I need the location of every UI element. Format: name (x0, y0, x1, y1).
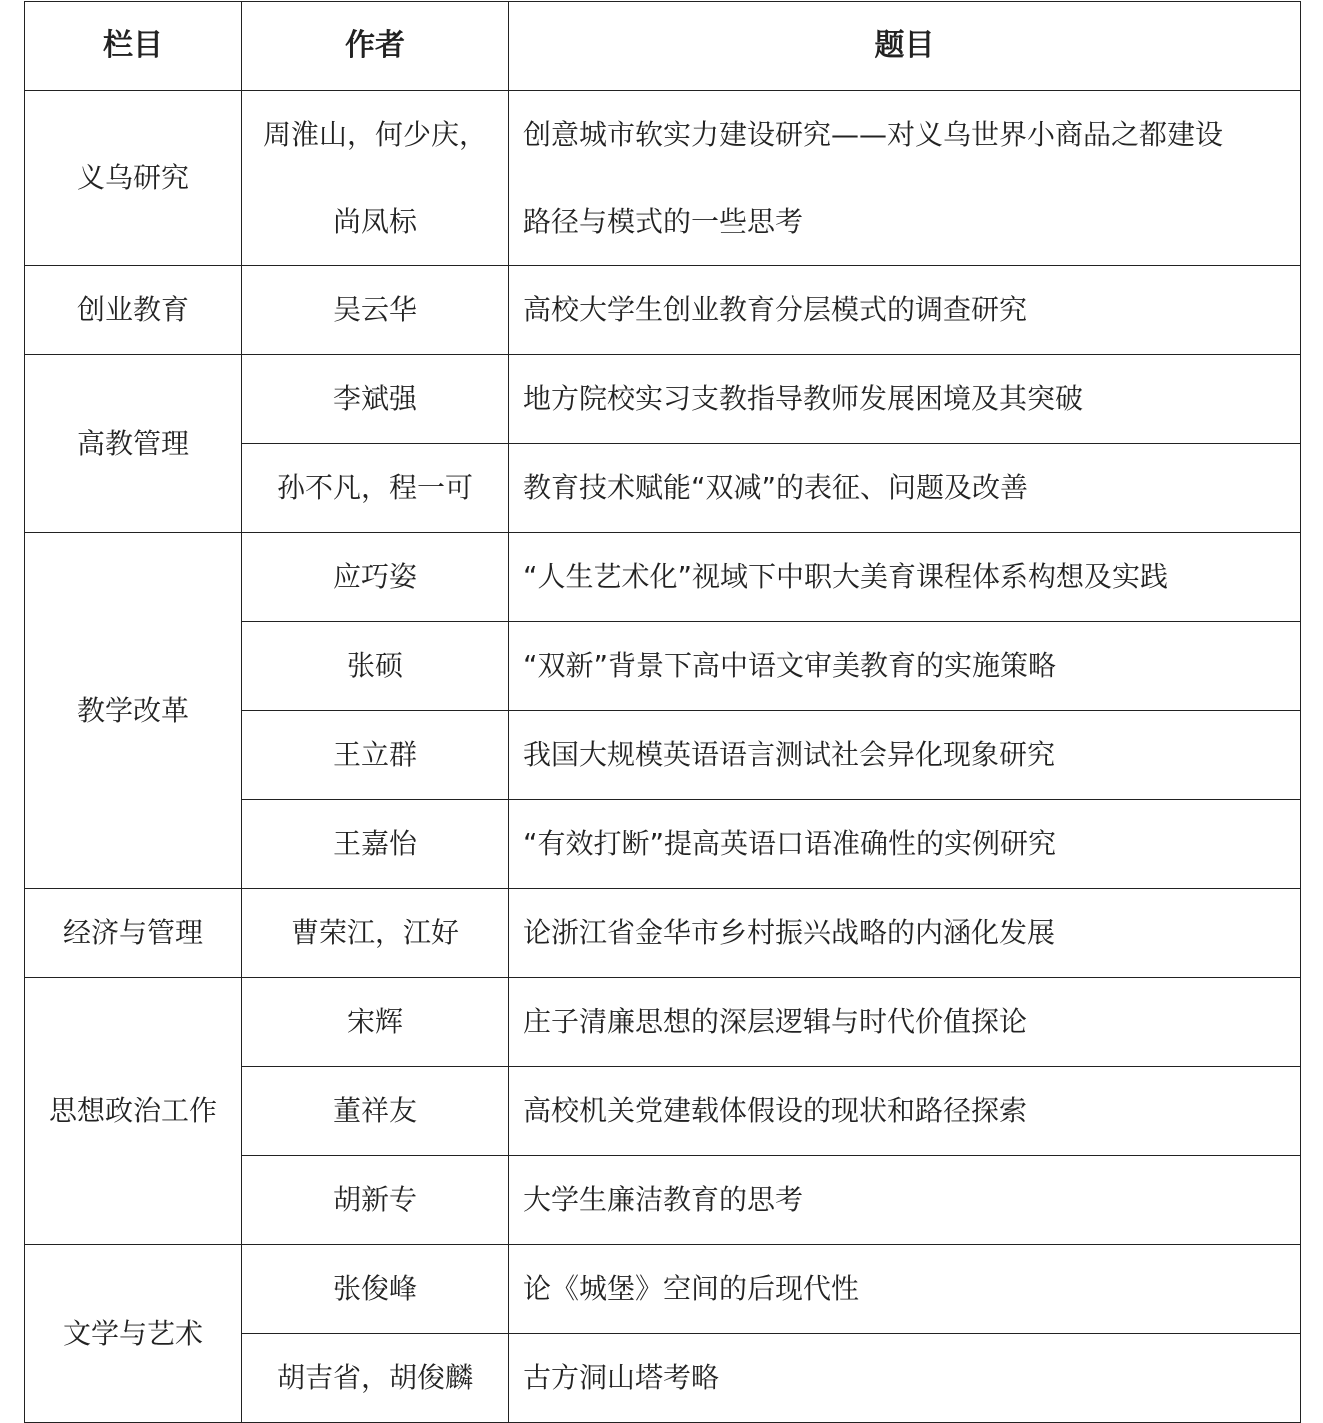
author-cell: 李斌强 (242, 355, 509, 444)
author-cell: 张俊峰 (242, 1245, 509, 1334)
header-title: 题目 (509, 2, 1301, 91)
title-cell: 古方洞山塔考略 (509, 1334, 1301, 1423)
header-row (25, 2, 1301, 91)
title-cell: 论《城堡》空间的后现代性 (509, 1245, 1301, 1334)
table-row (25, 1245, 1301, 1334)
author-cell: 胡吉省，胡俊麟 (242, 1334, 509, 1423)
title-cell: 高校机关党建载体假设的现状和路径探索 (509, 1067, 1301, 1156)
header-section: 栏目 (25, 2, 242, 91)
author-cell: 王嘉怡 (242, 800, 509, 889)
table-row (25, 266, 1301, 355)
section-cell: 教学改革 (25, 533, 242, 889)
table-row (25, 355, 1301, 444)
header-author: 作者 (242, 2, 509, 91)
title-cell: 高校大学生创业教育分层模式的调查研究 (509, 266, 1301, 355)
table-row (25, 889, 1301, 978)
section-cell: 义乌研究 (25, 91, 242, 266)
title-cell: “双新”背景下高中语文审美教育的实施策略 (509, 622, 1301, 711)
author-line: 周淮山，何少庆， (262, 118, 487, 151)
author-cell: 曹荣江，江好 (242, 889, 509, 978)
author-line: 尚凤标 (332, 205, 417, 238)
author-cell: 吴云华 (242, 266, 509, 355)
title-cell: 教育技术赋能“双减”的表征、问题及改善 (509, 444, 1301, 533)
author-cell: 应巧姿 (242, 533, 509, 622)
contents-table (24, 1, 1301, 1423)
section-cell: 经济与管理 (25, 889, 242, 978)
author-cell: 王立群 (242, 711, 509, 800)
section-cell: 思想政治工作 (25, 978, 242, 1245)
title-cell: “有效打断”提高英语口语准确性的实例研究 (509, 800, 1301, 889)
title-line: 创意城市软实力建设研究——对义乌世界小商品之都建设 (523, 118, 1224, 151)
title-line: 路径与模式的一些思考 (523, 205, 804, 238)
author-cell: 胡新专 (242, 1156, 509, 1245)
title-cell: 大学生廉洁教育的思考 (509, 1156, 1301, 1245)
author-cell: 张硕 (242, 622, 509, 711)
title-cell: 论浙江省金华市乡村振兴战略的内涵化发展 (509, 889, 1301, 978)
table-row (25, 978, 1301, 1067)
title-cell: 我国大规模英语语言测试社会异化现象研究 (509, 711, 1301, 800)
author-cell: 宋辉 (242, 978, 509, 1067)
table-row (25, 533, 1301, 622)
table-row (25, 91, 1301, 266)
title-cell: 庄子清廉思想的深层逻辑与时代价值探论 (509, 978, 1301, 1067)
section-cell: 高教管理 (25, 355, 242, 533)
author-cell: 董祥友 (242, 1067, 509, 1156)
author-cell (242, 91, 509, 266)
section-cell: 文学与艺术 (25, 1245, 242, 1423)
title-cell (509, 91, 1301, 266)
section-cell: 创业教育 (25, 266, 242, 355)
author-cell: 孙不凡，程一可 (242, 444, 509, 533)
title-cell: “人生艺术化”视域下中职大美育课程体系构想及实践 (509, 533, 1301, 622)
title-cell: 地方院校实习支教指导教师发展困境及其突破 (509, 355, 1301, 444)
